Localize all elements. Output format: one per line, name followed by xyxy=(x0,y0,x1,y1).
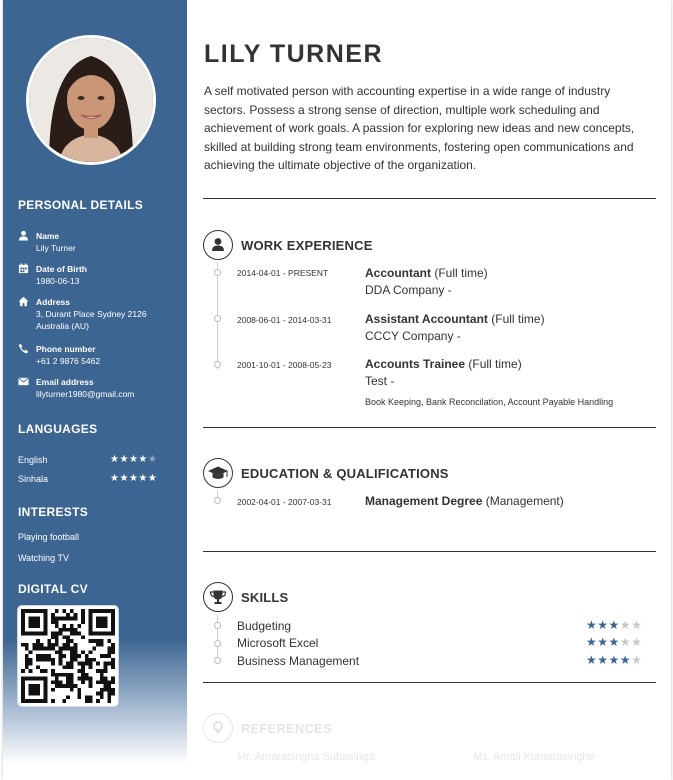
work-dates: 2014-04-01 - PRESENT xyxy=(237,268,329,278)
star-filled-icon: ★ xyxy=(586,653,598,667)
timeline-dot xyxy=(214,315,221,322)
work-dates: 2001-10-01 - 2008-05-23 xyxy=(237,360,332,370)
email-value[interactable]: lilyturner1980@gmail.com xyxy=(36,389,135,399)
language-english xyxy=(18,455,168,465)
job-role: Assistant Accountant xyxy=(365,312,488,326)
language-sinhala xyxy=(18,474,168,484)
phone-value: +61 2 9876 5462 xyxy=(36,356,101,366)
work-dates: 2008-06-01 - 2014-03-31 xyxy=(237,315,332,325)
timeline-dot xyxy=(214,361,221,368)
star-filled-icon: ★ xyxy=(597,635,609,649)
degree-name: Management Degree xyxy=(365,494,483,508)
reference-name: Ms. Amali Kumarasinghe xyxy=(473,751,595,763)
star-filled-icon: ★ xyxy=(110,473,120,484)
name-value: Lily Turner xyxy=(36,243,76,253)
reference-name: Mr. Amarasingha Subasinga xyxy=(237,751,375,763)
address-value: 3, Durant Place Sydney 2126 Australia (AU) xyxy=(36,309,147,331)
skills-title: SKILLS xyxy=(241,590,289,605)
star-empty-icon: ★ xyxy=(631,635,643,649)
star-filled-icon: ★ xyxy=(119,473,129,484)
job-type: (Full time) xyxy=(468,357,522,371)
job-company: DDA Company - xyxy=(365,283,452,297)
skill-name: Budgeting xyxy=(237,619,292,633)
divider xyxy=(203,198,656,199)
skill-name: Microsoft Excel xyxy=(237,636,319,650)
skill-rating-stars xyxy=(586,618,642,632)
degree-field: (Management) xyxy=(485,494,564,508)
interests-heading: INTERESTS xyxy=(18,505,89,519)
education-dates: 2002-04-01 - 2007-03-31 xyxy=(237,497,332,507)
work-entry xyxy=(365,265,488,299)
job-role: Accountant xyxy=(365,266,431,280)
star-empty-icon: ★ xyxy=(631,618,643,632)
language-name: English xyxy=(18,455,48,465)
references-title: REFERENCES xyxy=(241,721,332,736)
star-filled-icon: ★ xyxy=(608,618,620,632)
job-skill-tags: Book Keeping, Bank Reconcilation, Account Payable Handling xyxy=(365,397,614,407)
star-filled-icon: ★ xyxy=(138,473,148,484)
star-filled-icon: ★ xyxy=(586,635,598,649)
job-role: Accounts Trainee xyxy=(365,357,466,371)
graduation-cap-icon xyxy=(203,458,233,488)
language-rating-stars xyxy=(110,473,157,484)
profile-photo xyxy=(26,35,156,165)
personal-details-heading: PERSONAL DETAILS xyxy=(18,198,144,212)
star-filled-icon: ★ xyxy=(586,618,598,632)
work-entry xyxy=(365,311,545,345)
job-company: Test - xyxy=(365,374,395,388)
candidate-name: LILY TURNER xyxy=(204,40,384,68)
work-experience-title: WORK EXPERIENCE xyxy=(241,238,373,253)
work-entry xyxy=(365,356,522,390)
language-rating-stars xyxy=(110,454,157,465)
star-filled-icon: ★ xyxy=(138,454,148,465)
job-type: (Full time) xyxy=(491,312,545,326)
envelope-icon xyxy=(18,376,29,387)
location-pin-icon xyxy=(203,713,233,743)
skill-rating-stars xyxy=(586,653,642,667)
dob-value: 1980-06-13 xyxy=(36,276,80,286)
name-label: Name xyxy=(36,231,60,241)
star-filled-icon: ★ xyxy=(608,653,620,667)
star-filled-icon: ★ xyxy=(147,473,158,484)
job-company: CCCY Company - xyxy=(365,329,461,343)
person-icon xyxy=(18,230,29,241)
skill-rating-stars xyxy=(586,635,642,649)
star-filled-icon: ★ xyxy=(128,454,139,465)
dob-label: Date of Birth xyxy=(36,264,87,274)
star-filled-icon: ★ xyxy=(597,653,609,667)
timeline-dot xyxy=(214,622,221,629)
trophy-icon xyxy=(203,582,233,612)
skill-name: Business Management xyxy=(237,654,360,668)
phone-icon xyxy=(18,343,29,354)
qr-code[interactable] xyxy=(18,606,118,706)
timeline-dot xyxy=(214,657,221,664)
languages-heading: LANGUAGES xyxy=(18,422,98,436)
resume-page xyxy=(3,0,671,780)
phone-label: Phone number xyxy=(36,344,96,354)
timeline-dot xyxy=(214,640,221,647)
education-title: EDUCATION & QUALIFICATIONS xyxy=(241,466,449,481)
star-filled-icon: ★ xyxy=(619,653,632,667)
digital-cv-heading: DIGITAL CV xyxy=(18,582,88,596)
divider xyxy=(203,682,656,683)
star-filled-icon: ★ xyxy=(597,618,609,632)
timeline-dot xyxy=(214,269,221,276)
divider xyxy=(203,551,656,552)
email-label: Email address xyxy=(36,377,94,387)
timeline-dot xyxy=(214,497,221,504)
education-entry xyxy=(365,493,564,510)
star-empty-icon: ★ xyxy=(631,653,643,667)
address-label: Address xyxy=(36,297,71,307)
star-filled-icon: ★ xyxy=(608,635,620,649)
interest-item: Playing football xyxy=(18,532,80,542)
briefcase-user-icon xyxy=(203,230,233,260)
home-icon xyxy=(18,296,29,307)
calendar-icon xyxy=(18,263,29,274)
profile-summary: A self motivated person with accounting expertise in a wide range of industry sectors. Possess a strong sense of direction, multiple work scheduling and achievement of work goals. A passion for exploring new ideas and new concepts, skilled at building strong team environments, fostering open communications and achieving the ultimate objective of the organization. xyxy=(204,84,635,172)
sidebar xyxy=(3,0,187,780)
star-filled-icon: ★ xyxy=(119,454,129,465)
language-name: Sinhala xyxy=(18,474,49,484)
divider xyxy=(203,427,656,428)
interest-item: Watching TV xyxy=(18,553,70,563)
job-type: (Full time) xyxy=(434,266,488,280)
star-empty-icon: ★ xyxy=(619,618,632,632)
star-empty-icon: ★ xyxy=(147,454,158,465)
star-filled-icon: ★ xyxy=(128,473,139,484)
star-filled-icon: ★ xyxy=(110,454,120,465)
star-empty-icon: ★ xyxy=(619,635,632,649)
